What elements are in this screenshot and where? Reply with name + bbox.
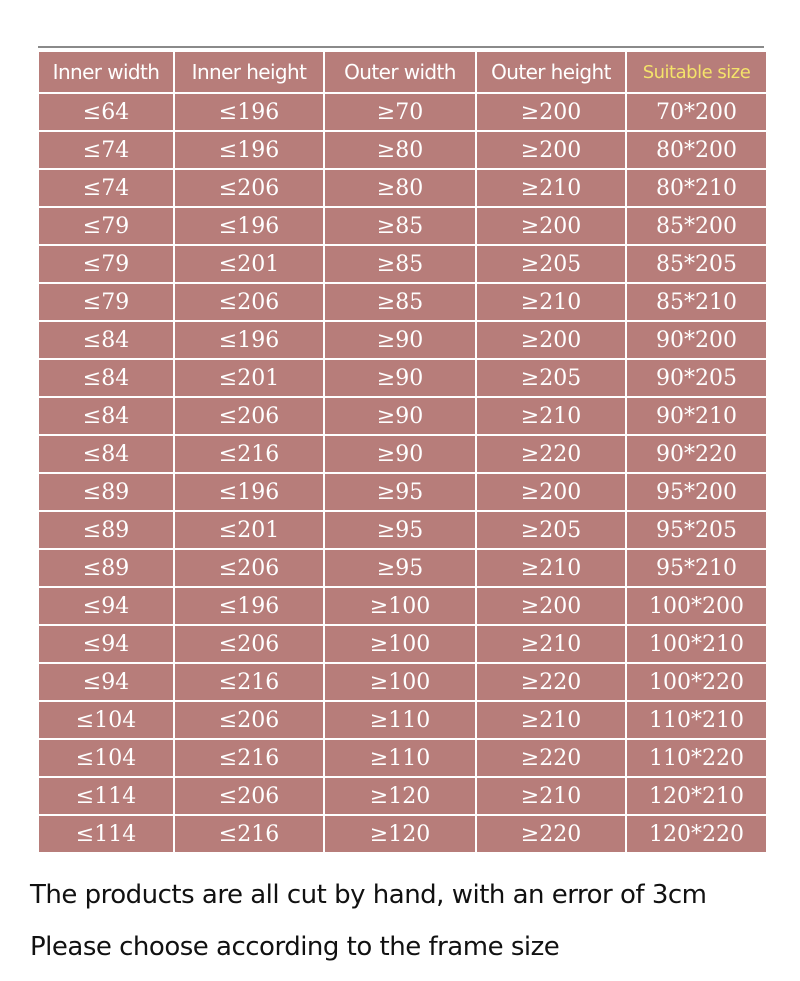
cell-outer-height: ≥210 bbox=[477, 398, 625, 434]
cell-suitable-size: 90*205 bbox=[627, 360, 766, 396]
cell-outer-height: ≥210 bbox=[477, 284, 625, 320]
cell-inner-width: ≤79 bbox=[39, 208, 173, 244]
cell-outer-height: ≥205 bbox=[477, 246, 625, 282]
table-row bbox=[39, 626, 766, 662]
cell-inner-height: ≤216 bbox=[175, 664, 323, 700]
cell-inner-height: ≤206 bbox=[175, 550, 323, 586]
cell-outer-height: ≥200 bbox=[477, 132, 625, 168]
cell-inner-width: ≤94 bbox=[39, 626, 173, 662]
cell-inner-width: ≤89 bbox=[39, 474, 173, 510]
cell-outer-width: ≥95 bbox=[325, 512, 475, 548]
cell-inner-width: ≤84 bbox=[39, 398, 173, 434]
note-hand-cut: The products are all cut by hand, with an error of 3cm bbox=[30, 880, 707, 910]
cell-inner-width: ≤94 bbox=[39, 664, 173, 700]
cell-suitable-size: 100*200 bbox=[627, 588, 766, 624]
cell-inner-height: ≤196 bbox=[175, 588, 323, 624]
cell-outer-width: ≥90 bbox=[325, 436, 475, 472]
cell-inner-width: ≤104 bbox=[39, 740, 173, 776]
cell-outer-height: ≥205 bbox=[477, 360, 625, 396]
note-choose-size: Please choose according to the frame size bbox=[30, 932, 560, 962]
cell-suitable-size: 90*210 bbox=[627, 398, 766, 434]
cell-suitable-size: 85*200 bbox=[627, 208, 766, 244]
cell-outer-height: ≥200 bbox=[477, 94, 625, 130]
cell-inner-height: ≤216 bbox=[175, 740, 323, 776]
cell-outer-height: ≥220 bbox=[477, 664, 625, 700]
cell-inner-width: ≤84 bbox=[39, 322, 173, 358]
table-row bbox=[39, 360, 766, 396]
cell-inner-width: ≤114 bbox=[39, 778, 173, 814]
cell-outer-width: ≥95 bbox=[325, 550, 475, 586]
cell-outer-width: ≥95 bbox=[325, 474, 475, 510]
cell-outer-height: ≥200 bbox=[477, 474, 625, 510]
cell-outer-height: ≥220 bbox=[477, 816, 625, 852]
cell-inner-width: ≤74 bbox=[39, 132, 173, 168]
cell-outer-width: ≥85 bbox=[325, 284, 475, 320]
table-row bbox=[39, 702, 766, 738]
cell-outer-width: ≥70 bbox=[325, 94, 475, 130]
cell-suitable-size: 120*210 bbox=[627, 778, 766, 814]
table-row bbox=[39, 170, 766, 206]
cell-suitable-size: 80*210 bbox=[627, 170, 766, 206]
cell-suitable-size: 90*200 bbox=[627, 322, 766, 358]
table-row bbox=[39, 588, 766, 624]
cell-inner-height: ≤196 bbox=[175, 208, 323, 244]
cell-suitable-size: 110*220 bbox=[627, 740, 766, 776]
table-row bbox=[39, 436, 766, 472]
cell-suitable-size: 110*210 bbox=[627, 702, 766, 738]
table-row bbox=[39, 816, 766, 852]
cell-inner-height: ≤206 bbox=[175, 170, 323, 206]
cell-outer-width: ≥120 bbox=[325, 816, 475, 852]
cell-suitable-size: 90*220 bbox=[627, 436, 766, 472]
cell-suitable-size: 85*205 bbox=[627, 246, 766, 282]
cell-outer-width: ≥80 bbox=[325, 170, 475, 206]
cell-outer-height: ≥200 bbox=[477, 208, 625, 244]
cell-inner-width: ≤89 bbox=[39, 550, 173, 586]
cell-outer-height: ≥220 bbox=[477, 740, 625, 776]
cell-outer-width: ≥85 bbox=[325, 208, 475, 244]
cell-outer-width: ≥80 bbox=[325, 132, 475, 168]
cell-inner-width: ≤84 bbox=[39, 360, 173, 396]
cell-outer-width: ≥110 bbox=[325, 740, 475, 776]
cell-outer-height: ≥205 bbox=[477, 512, 625, 548]
cell-inner-width: ≤84 bbox=[39, 436, 173, 472]
cell-inner-width: ≤79 bbox=[39, 246, 173, 282]
cell-suitable-size: 95*200 bbox=[627, 474, 766, 510]
header-inner-height: Inner height bbox=[175, 52, 323, 92]
top-divider bbox=[38, 46, 764, 48]
cell-outer-height: ≥210 bbox=[477, 626, 625, 662]
cell-inner-height: ≤196 bbox=[175, 132, 323, 168]
size-table bbox=[37, 50, 768, 854]
cell-inner-width: ≤104 bbox=[39, 702, 173, 738]
cell-inner-height: ≤216 bbox=[175, 436, 323, 472]
table-row bbox=[39, 778, 766, 814]
table-row bbox=[39, 246, 766, 282]
cell-inner-height: ≤206 bbox=[175, 778, 323, 814]
header-outer-height: Outer height bbox=[477, 52, 625, 92]
cell-suitable-size: 100*210 bbox=[627, 626, 766, 662]
cell-inner-height: ≤206 bbox=[175, 626, 323, 662]
cell-outer-width: ≥90 bbox=[325, 360, 475, 396]
table-row bbox=[39, 664, 766, 700]
cell-outer-width: ≥90 bbox=[325, 322, 475, 358]
cell-outer-height: ≥200 bbox=[477, 322, 625, 358]
cell-suitable-size: 120*220 bbox=[627, 816, 766, 852]
cell-outer-height: ≥210 bbox=[477, 170, 625, 206]
table-row bbox=[39, 284, 766, 320]
cell-inner-height: ≤201 bbox=[175, 360, 323, 396]
cell-inner-width: ≤89 bbox=[39, 512, 173, 548]
cell-suitable-size: 80*200 bbox=[627, 132, 766, 168]
table-body bbox=[39, 94, 766, 852]
header-suitable-size: Suitable size bbox=[627, 52, 766, 92]
cell-outer-height: ≥210 bbox=[477, 778, 625, 814]
header-inner-width: Inner width bbox=[39, 52, 173, 92]
cell-inner-height: ≤206 bbox=[175, 398, 323, 434]
cell-inner-height: ≤201 bbox=[175, 512, 323, 548]
header-outer-width: Outer width bbox=[325, 52, 475, 92]
table-row bbox=[39, 322, 766, 358]
cell-suitable-size: 95*205 bbox=[627, 512, 766, 548]
table-row bbox=[39, 550, 766, 586]
table-row bbox=[39, 474, 766, 510]
cell-suitable-size: 70*200 bbox=[627, 94, 766, 130]
cell-outer-width: ≥90 bbox=[325, 398, 475, 434]
table-row bbox=[39, 132, 766, 168]
cell-outer-height: ≥210 bbox=[477, 702, 625, 738]
cell-outer-height: ≥210 bbox=[477, 550, 625, 586]
cell-inner-height: ≤206 bbox=[175, 702, 323, 738]
cell-suitable-size: 85*210 bbox=[627, 284, 766, 320]
cell-inner-width: ≤94 bbox=[39, 588, 173, 624]
cell-inner-width: ≤114 bbox=[39, 816, 173, 852]
cell-inner-height: ≤206 bbox=[175, 284, 323, 320]
cell-inner-height: ≤196 bbox=[175, 474, 323, 510]
header-row bbox=[39, 52, 766, 92]
cell-inner-height: ≤196 bbox=[175, 322, 323, 358]
cell-suitable-size: 100*220 bbox=[627, 664, 766, 700]
cell-inner-width: ≤79 bbox=[39, 284, 173, 320]
cell-inner-width: ≤64 bbox=[39, 94, 173, 130]
cell-suitable-size: 95*210 bbox=[627, 550, 766, 586]
table-row bbox=[39, 94, 766, 130]
cell-outer-width: ≥110 bbox=[325, 702, 475, 738]
cell-outer-height: ≥220 bbox=[477, 436, 625, 472]
cell-outer-width: ≥85 bbox=[325, 246, 475, 282]
cell-inner-width: ≤74 bbox=[39, 170, 173, 206]
table-row bbox=[39, 208, 766, 244]
cell-outer-width: ≥100 bbox=[325, 664, 475, 700]
cell-inner-height: ≤216 bbox=[175, 816, 323, 852]
table-row bbox=[39, 740, 766, 776]
cell-outer-height: ≥200 bbox=[477, 588, 625, 624]
table-row bbox=[39, 398, 766, 434]
cell-outer-width: ≥100 bbox=[325, 588, 475, 624]
cell-outer-width: ≥120 bbox=[325, 778, 475, 814]
cell-inner-height: ≤201 bbox=[175, 246, 323, 282]
table-row bbox=[39, 512, 766, 548]
cell-inner-height: ≤196 bbox=[175, 94, 323, 130]
cell-outer-width: ≥100 bbox=[325, 626, 475, 662]
